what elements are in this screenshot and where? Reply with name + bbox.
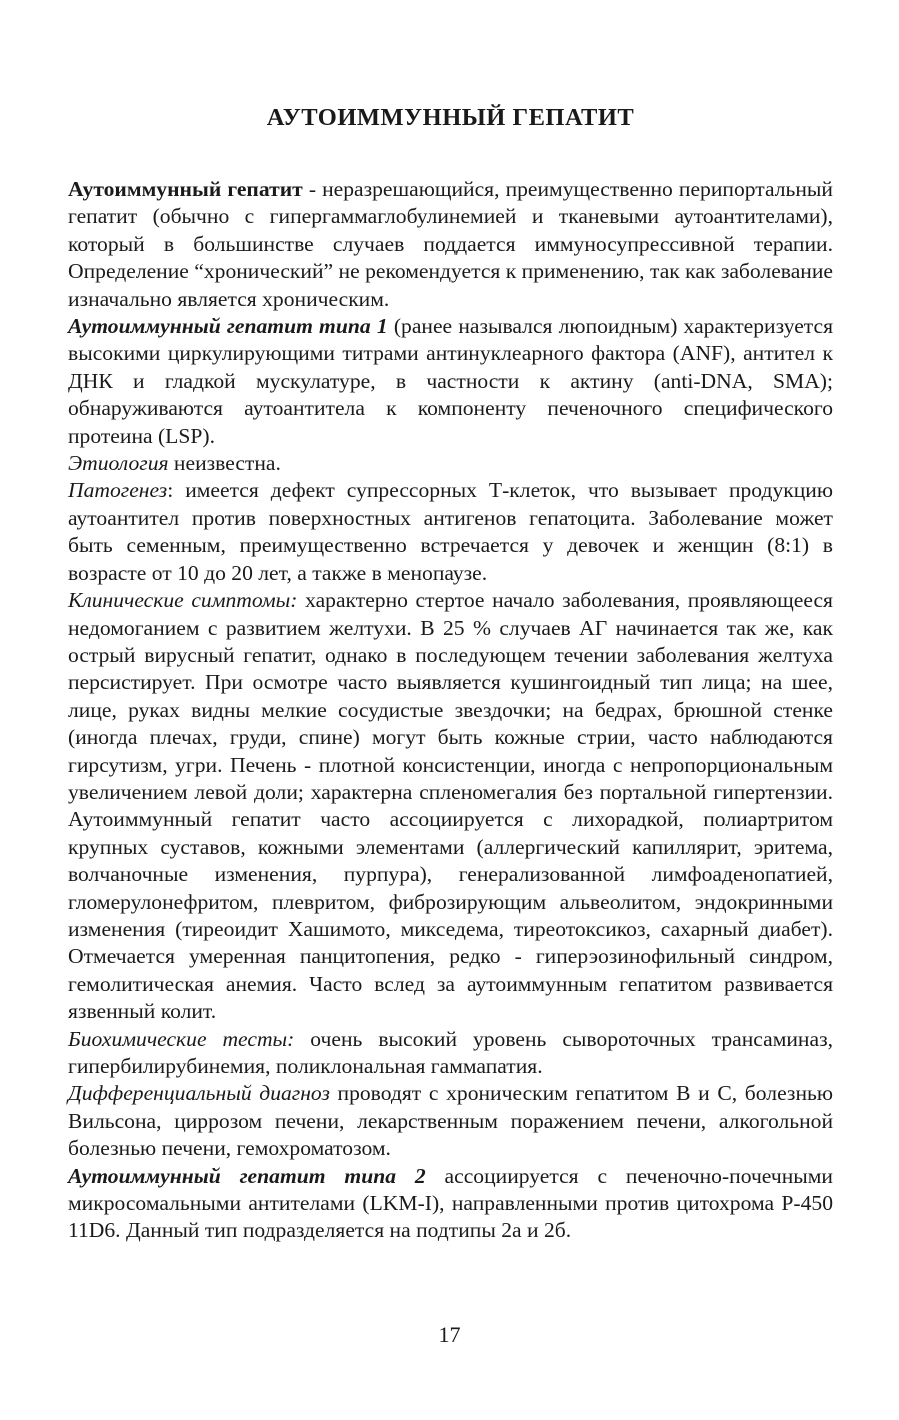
paragraph-text: проводят с хроническим гепатитом В и С, болезнью Вильсона, циррозом печени, лекарственным поражением печени, алкогольной болезнью печени, гемохроматозом. bbox=[68, 1081, 833, 1161]
term-pathogenesis: Патогенез bbox=[68, 478, 168, 503]
paragraph-etiology bbox=[68, 450, 833, 477]
paragraph-differential-diagnosis bbox=[68, 1080, 833, 1162]
paragraph-text: ассоциируется с печеночно-почечными микросомальными антителами (LKM-I), направленными против цитохрома Р-450 11D6. Данный тип подразделяется на подтипы 2а и 2б. bbox=[68, 1163, 833, 1243]
page-number: 17 bbox=[438, 1322, 461, 1347]
page-title: АУТОИММУННЫЙ ГЕПАТИТ bbox=[266, 104, 635, 131]
paragraph-text: очень высокий уровень сывороточных трансаминаз, гипербилирубинемия, поликлональная гаммапатия. bbox=[68, 1026, 834, 1078]
paragraph-text: неизвестна. bbox=[168, 451, 281, 476]
term-differential-diagnosis: Дифференциальный диагноз bbox=[68, 1081, 330, 1106]
paragraph-clinical-symptoms bbox=[68, 587, 833, 1026]
paragraph-text: характерно стертое начало заболевания, проявляющееся недомоганием с развитием желтухи. В 25 % случаев АГ начинается так же, как острый вирусный гепатит, однако в последующем течении заболевания желтуха персистирует. При осмотре часто выявляется кушингоидный тип лица; на шее, лице, руках видны мелкие сосудистые звездочки; на бедрах, брюшной стенке (иногда плечах, груди, спине) могут быть кожные стрии, часто наблюдаются гирсутизм, угри. Печень - плотной консистенции, иногда с непропорциональным увеличением левой доли; характерна спленомегалия без портальной гипертензии. Аутоиммунный гепатит часто ассоциируется с лихорадкой, полиартритом крупных суставов, кожными элементами (аллергический капиллярит, эритема, волчаночные изменения, пурпура), генерализованной лимфоаденопатией, гломерулонефритом, плевритом, фиброзирующим альвеолитом, эндокринными изменения (тиреоидит Хашимото, микседема, тиреотоксикоз, сахарный диабет). Отмечается умеренная панцитопения, редко - гиперэозинофильный синдром, гемолитическая анемия. Часто вслед за аутоиммунным гепатитом развивается язвенный колит. bbox=[68, 588, 833, 1024]
term-etiology: Этиология bbox=[68, 451, 169, 476]
document-page bbox=[68, 104, 833, 1245]
paragraph-text: (ранее назывался люпоидным) характеризуется высокими циркулирующими титрами антинуклеарного фактора (ANF), антител к ДНК и гладкой мускулатуре, в частности к актину (anti-DNA, SMA); обнаруживаются аутоантитела к компоненту печеночного специфического протеина (LSP). bbox=[68, 314, 834, 448]
paragraph-pathogenesis bbox=[68, 477, 833, 587]
paragraph-text: - неразрешающийся, преимущественно перипортальный гепатит (обычно с гипергаммаглобулинемией и тканевыми аутоантителами), который в большинстве случаев поддается иммуносупрессивной терапии. Определение “хронический” не рекомендуется к применению, так как заболевание изначально является хроническим. bbox=[68, 177, 833, 311]
term-biochemical-tests: Биохимические тесты: bbox=[68, 1026, 295, 1051]
term-type-2: Аутоиммунный гепатит типа 2 bbox=[68, 1163, 426, 1188]
paragraph-definition bbox=[68, 176, 833, 313]
paragraph-text: : имеется дефект супрессорных Т-клеток, что вызывает продукцию аутоантител против поверхностных антигенов гепатоцита. Заболевание может быть семенным, преимущественно встречается у девочек и женщин (8:1) в возрасте от 10 до 20 лет, а также в менопаузе. bbox=[68, 478, 833, 585]
paragraph-type-2 bbox=[68, 1163, 833, 1245]
term-type-1: Аутоиммунный гепатит типа 1 bbox=[68, 314, 388, 339]
paragraph-biochemical-tests bbox=[68, 1026, 833, 1081]
paragraph-type-1 bbox=[68, 313, 833, 450]
term-autoimmune-hepatitis: Аутоиммунный гепатит bbox=[68, 177, 303, 201]
term-clinical-symptoms: Клинические симптомы: bbox=[68, 588, 298, 613]
